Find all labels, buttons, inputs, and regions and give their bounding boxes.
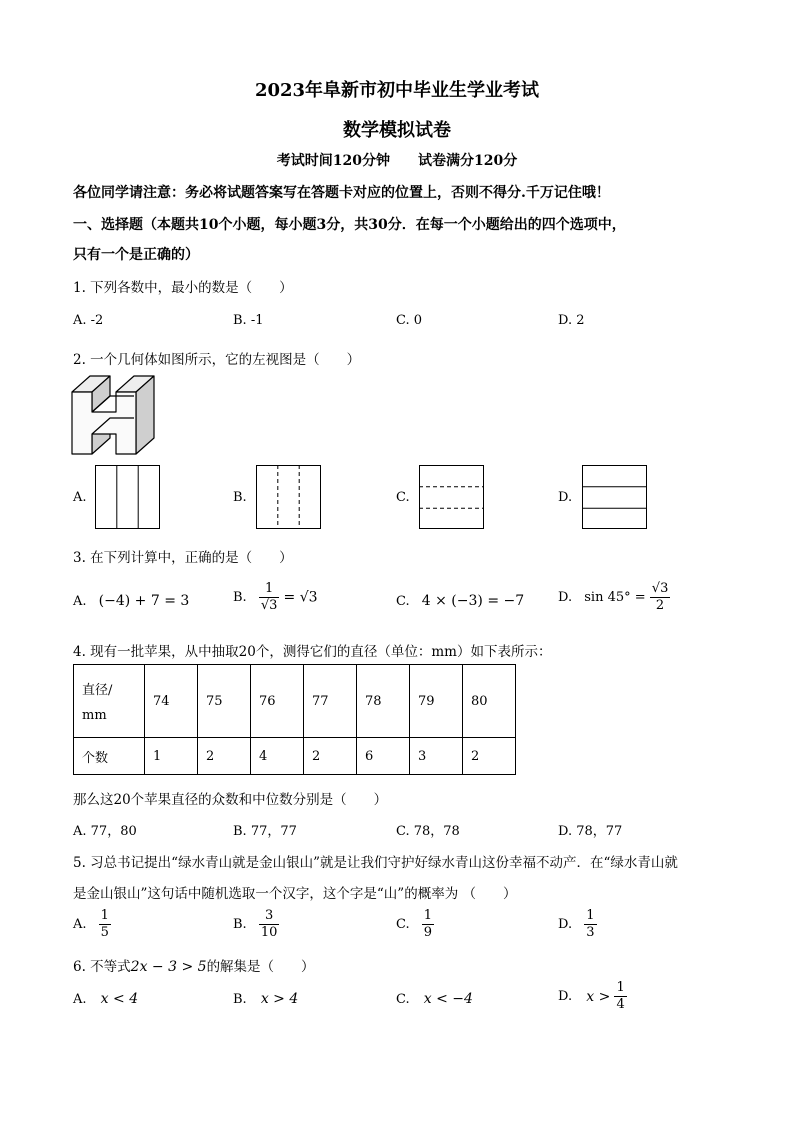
q3-option-b-rhs: = √3 bbox=[283, 589, 318, 606]
table-cell: 3 bbox=[410, 738, 463, 775]
q5-option-a-numerator: 1 bbox=[100, 908, 109, 923]
q6-option-c-expr: x < −4 bbox=[423, 991, 473, 1007]
table-cell: 1 bbox=[145, 738, 198, 775]
q1-option-c: C. 0 bbox=[396, 313, 423, 328]
q5-option-d-label: D. bbox=[558, 917, 573, 932]
q6-stem bbox=[73, 955, 315, 975]
q6-option-c-label: C. bbox=[396, 992, 410, 1007]
q6-option-d-expr: x > bbox=[586, 988, 611, 1005]
q3-option-a-label: A. bbox=[73, 594, 87, 609]
q3-option-b bbox=[233, 581, 318, 614]
q5-option-b-label: B. bbox=[233, 917, 247, 932]
q2-option-d-figure bbox=[582, 465, 648, 530]
q5-option-a-denominator: 5 bbox=[100, 925, 109, 940]
q5-option-b-denominator: 10 bbox=[260, 925, 278, 940]
q5-option-d-denominator: 3 bbox=[586, 925, 595, 940]
q5-option-b bbox=[233, 908, 279, 941]
section-heading-line2: 只有一个是正确的） bbox=[73, 247, 199, 263]
q3-option-b-fraction bbox=[259, 581, 280, 614]
q3-option-d-fraction bbox=[650, 581, 671, 614]
table-cell: 80 bbox=[463, 665, 516, 738]
q5-option-d-fraction bbox=[584, 908, 596, 941]
exam-notice: 各位同学请注意：务必将试题答案写在答题卡对应的位置上，否则不得分.千万记住哦！ bbox=[73, 185, 610, 201]
q3-option-c-expr: 4 × (−3) = −7 bbox=[421, 593, 525, 609]
section-heading-line1: 一、选择题（本题共10个小题，每小题3分，共30分．在每一个小题给出的四个选项中， bbox=[73, 217, 626, 233]
q1-option-d: D. 2 bbox=[558, 313, 585, 328]
q6-stem-expr: 2x − 3 > 5 bbox=[130, 959, 207, 975]
q4-option-d: D. 78，77 bbox=[558, 824, 623, 839]
q2-option-c-label: C. bbox=[396, 490, 410, 505]
table-row-diameter bbox=[74, 665, 516, 738]
q3-option-d-numerator: √3 bbox=[651, 581, 669, 596]
q3-option-d-label: D. bbox=[558, 590, 573, 605]
q3-option-c-label: C. bbox=[396, 594, 410, 609]
q2-option-a-label: A. bbox=[73, 490, 87, 505]
q6-option-d-fraction bbox=[614, 980, 626, 1013]
q2-option-a-figure bbox=[95, 465, 161, 530]
q5-option-d bbox=[558, 908, 597, 941]
table-header-count: 个数 bbox=[74, 738, 145, 775]
table-cell: 77 bbox=[304, 665, 357, 738]
q5-option-c-numerator: 1 bbox=[423, 908, 433, 923]
q3-stem: 3. 在下列计算中，正确的是（ ） bbox=[73, 550, 293, 566]
q5-option-c-fraction bbox=[422, 908, 434, 941]
q3-option-a-expr: (−4) + 7 = 3 bbox=[98, 593, 190, 609]
table-cell: 2 bbox=[304, 738, 357, 775]
table-header-diameter bbox=[74, 665, 145, 738]
q3-option-d bbox=[558, 581, 670, 614]
q6-stem-post: 的解集是（ ） bbox=[206, 959, 315, 975]
table-cell: 4 bbox=[251, 738, 304, 775]
table-cell: 78 bbox=[357, 665, 410, 738]
exam-info: 考试时间120分钟 试卷满分120分 bbox=[276, 153, 518, 169]
q1-stem: 1. 下列各数中，最小的数是（ ） bbox=[73, 280, 293, 296]
q5-option-d-numerator: 1 bbox=[586, 908, 595, 923]
q6-stem-pre: 6. 不等式 bbox=[73, 959, 131, 975]
q3-option-a bbox=[73, 593, 189, 609]
q5-option-a bbox=[73, 908, 111, 941]
q6-option-d-denominator: 4 bbox=[616, 997, 625, 1012]
table-cell: 6 bbox=[357, 738, 410, 775]
q4-option-b: B. 77，77 bbox=[233, 824, 297, 839]
table-cell: 76 bbox=[251, 665, 304, 738]
table-header-diameter-line1: 直径/ bbox=[82, 683, 113, 698]
q6-option-b-expr: x > 4 bbox=[260, 991, 299, 1007]
exam-title: 2023年阜新市初中毕业生学业考试 bbox=[254, 80, 540, 101]
q2-option-c-figure bbox=[419, 465, 485, 530]
q4-followup: 那么这20个苹果直径的众数和中位数分别是（ ） bbox=[73, 792, 388, 808]
q5-option-b-numerator: 3 bbox=[259, 908, 280, 925]
q4-data-table bbox=[73, 664, 516, 775]
q5-option-b-fraction bbox=[259, 908, 280, 941]
table-cell: 79 bbox=[410, 665, 463, 738]
q1-option-a: A. -2 bbox=[73, 313, 104, 328]
q2-option-b-figure bbox=[256, 465, 322, 530]
q5-stem-line1: 5. 习总书记提出“绿水青山就是金山银山”就是让我们守护好绿水青山这份幸福不动产．在“绿水青山就 bbox=[73, 855, 678, 871]
q6-option-b-label: B. bbox=[233, 992, 247, 1007]
q6-option-c bbox=[396, 991, 473, 1007]
q3-option-b-label: B. bbox=[233, 590, 247, 605]
table-cell: 2 bbox=[463, 738, 516, 775]
q2-stem: 2. 一个几何体如图所示，它的左视图是（ ） bbox=[73, 352, 361, 368]
q3-option-b-numerator: 1 bbox=[259, 581, 280, 598]
q1-option-b: B. -1 bbox=[233, 313, 264, 328]
q5-option-a-label: A. bbox=[73, 917, 87, 932]
q4-option-c: C. 78，78 bbox=[396, 824, 460, 839]
q2-option-b-label: B. bbox=[233, 490, 247, 505]
q6-option-b bbox=[233, 991, 298, 1007]
table-cell: 75 bbox=[198, 665, 251, 738]
q3-option-c bbox=[396, 593, 524, 609]
q6-option-a-label: A. bbox=[73, 992, 87, 1007]
table-header-diameter-line2: mm bbox=[82, 708, 107, 723]
q6-option-d bbox=[558, 980, 627, 1013]
h-solid-figure bbox=[72, 374, 164, 458]
q3-option-d-denominator: 2 bbox=[655, 598, 665, 613]
table-cell: 74 bbox=[145, 665, 198, 738]
q4-stem: 4. 现有一批苹果，从中抽取20个，测得它们的直径（单位：mm）如下表所示： bbox=[73, 644, 552, 660]
q5-option-a-fraction bbox=[99, 908, 111, 941]
q5-stem-line2: 是金山银山”这句话中随机选取一个汉字，这个字是“山”的概率为 （ ） bbox=[73, 886, 517, 902]
q5-option-c bbox=[396, 908, 434, 941]
q4-option-a: A. 77，80 bbox=[73, 824, 137, 839]
table-row-count bbox=[74, 738, 516, 775]
q6-option-a bbox=[73, 991, 138, 1007]
q6-option-a-expr: x < 4 bbox=[100, 991, 139, 1007]
q5-option-c-label: C. bbox=[396, 917, 410, 932]
q2-option-d-label: D. bbox=[558, 490, 573, 505]
exam-subtitle: 数学模拟试卷 bbox=[343, 120, 451, 141]
q3-option-b-denominator: √3 bbox=[260, 598, 278, 613]
q6-option-d-label: D. bbox=[558, 989, 573, 1004]
q3-option-d-lhs: sin 45° = bbox=[584, 590, 646, 605]
table-cell: 2 bbox=[198, 738, 251, 775]
q5-option-c-denominator: 9 bbox=[423, 925, 433, 940]
q6-option-d-numerator: 1 bbox=[616, 980, 625, 995]
